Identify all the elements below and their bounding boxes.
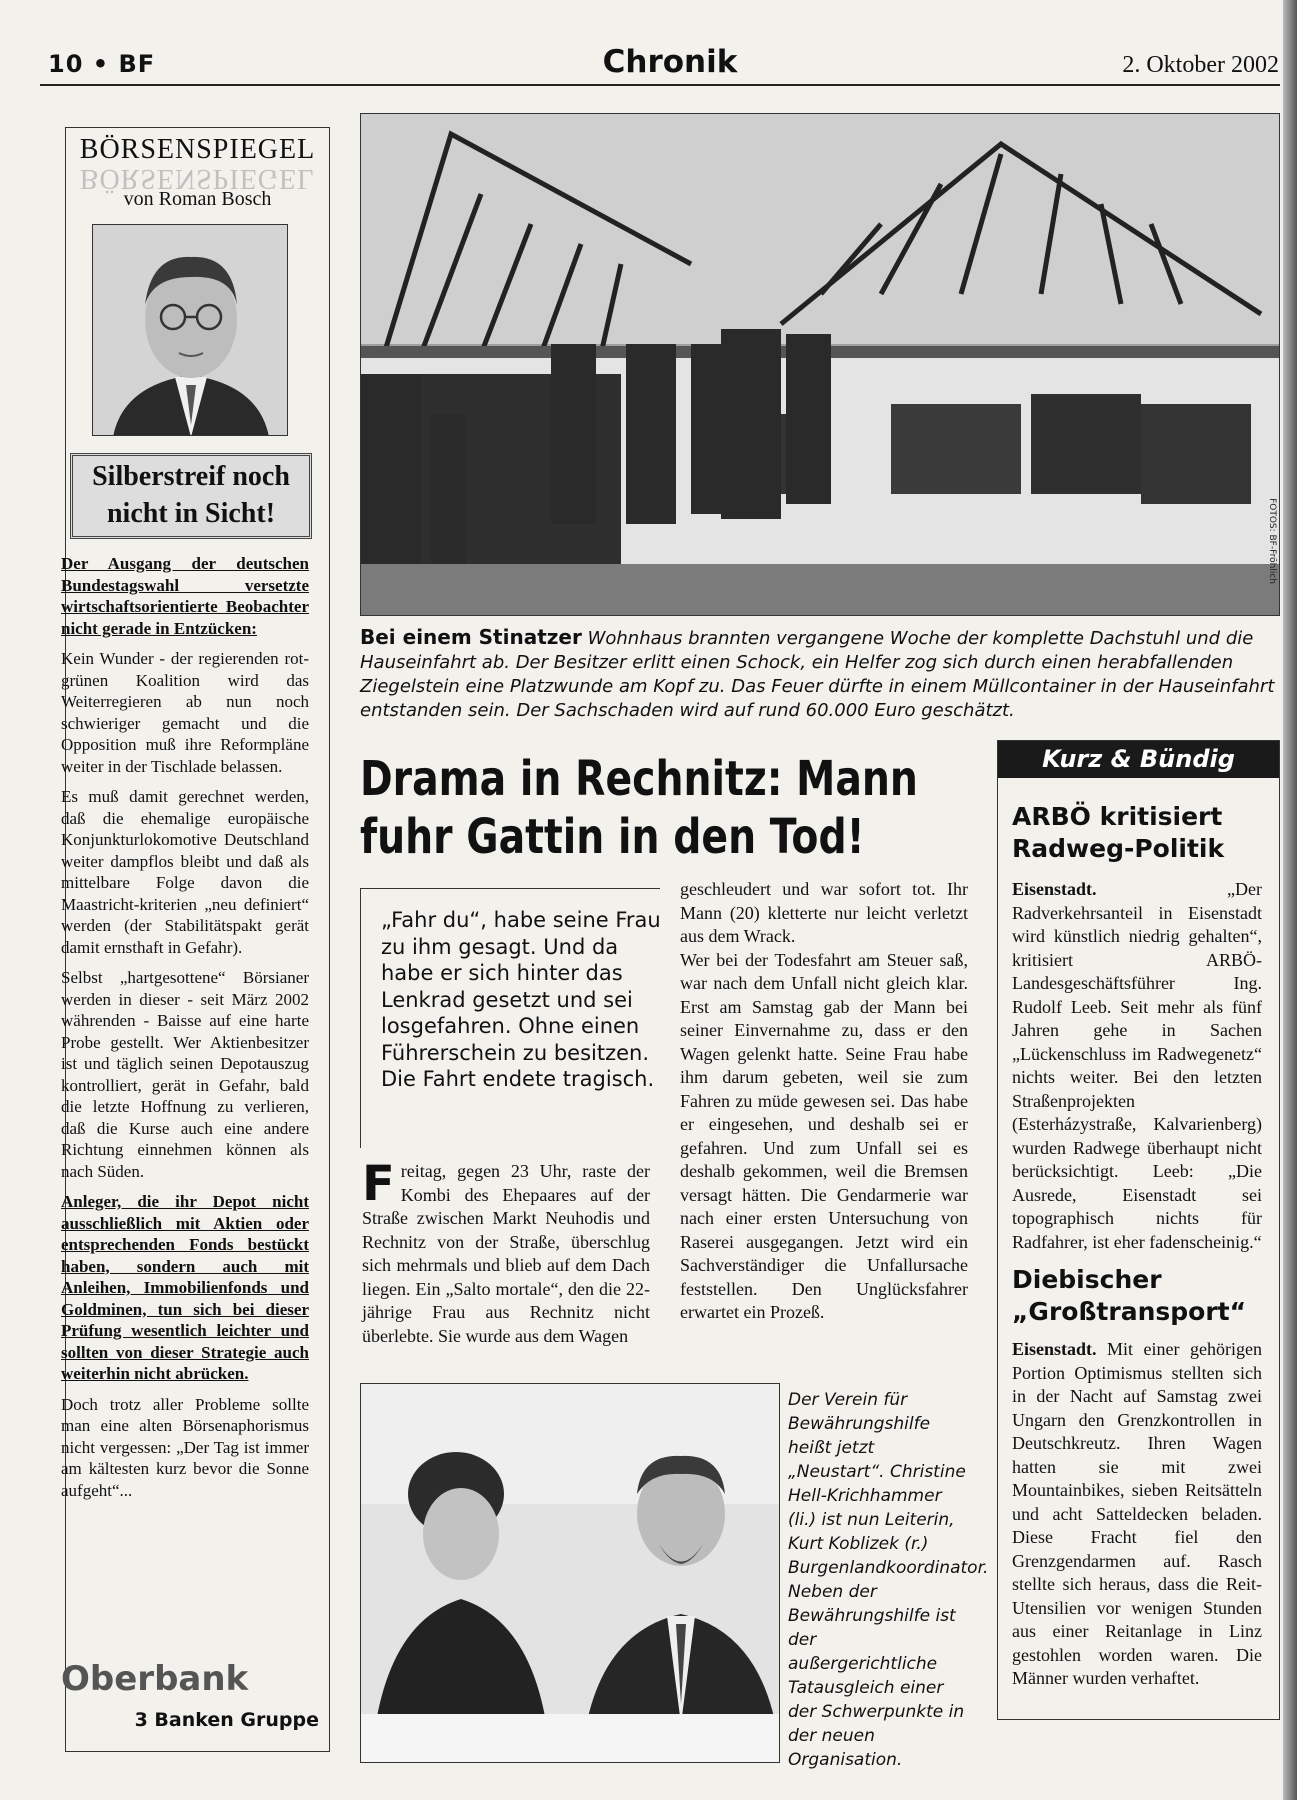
fire-house-photo [360, 113, 1280, 616]
grosstransport-body: Mit einer gehörigen Portion Optimismus stellten sich in der Nacht auf Samstag zwei Ungarn den Grenzkontrollen in Deutschkreutz. Ihren Wagen hatten sie mit zwei Mountainbikes, sieben Reitsätteln und acht Satteldecken beladen. Diese Fracht fiel den Grenzgendarmen auf. Rasch stellte sich heraus, dass die Reit-Utensilien vor wenigen Stunden aus einer Reitanlage in Linz gestohlen worden waren. Die Männer wurden verhaftet. [1012, 1339, 1262, 1688]
grosstransport-dateline: Eisenstadt. [1012, 1339, 1097, 1359]
pullquote-box [360, 888, 660, 1148]
arboe-headline-line-2: Radweg-Politik [1012, 834, 1225, 863]
neustart-illustration [361, 1384, 780, 1763]
grosstransport-headline [1012, 1264, 1246, 1328]
neustart-photo [360, 1383, 780, 1763]
section-title: Chronik [602, 44, 738, 80]
boersenspiegel-paragraph: Doch trotz aller Probleme sollte man eine alten Börsenaphorismus nicht vergessen: „Der Tag ist immer am kältesten kurz bevor die Sonne aufgeht“... [61, 1394, 309, 1500]
page-number: 10 • BF [48, 50, 156, 78]
article-column-2 [680, 878, 968, 1325]
burned-house-illustration [361, 114, 1280, 616]
neustart-caption: Der Verein für Bewährungshilfe heißt jetzt „Neustart“. Christine Hell-Krichhammer (li.) ist nun Leiterin, Kurt Koblizek (r.) Burgenlandkoordinator. Neben der Bewährungshilfe ist der außergerichtliche Tatausgleich einer der Schwerpunkte in der neuen Organisation. [788, 1390, 989, 1770]
arboe-dateline: Eisenstadt. [1012, 879, 1097, 899]
caption-lead: Bei einem Stinatzer [360, 625, 582, 649]
boersenspiegel-paragraph: Selbst „hartgesottene“ Börsianer werden in dieser - seit März 2002 währenden - Baisse auf eine harte Probe gestellt. Wer Aktienbesitzer ist und täglich seinen Depotauszug kontrolliert, gerät in Gefahr, bald die letzte Hoffnung zu verlieren, daß die Kurse auch eine andere Richtung einnehmen können als nach Süden. [61, 968, 309, 1181]
sponsor-logo: Oberbank [61, 1659, 249, 1699]
boersenspiegel-byline: von Roman Bosch [123, 188, 272, 210]
issue-date: 2. Oktober 2002 [1122, 52, 1279, 78]
article-column-1 [362, 1156, 650, 1348]
author-portrait [92, 224, 288, 436]
pullquote-text: „Fahr du“, habe seine Frau zu ihm gesagt. Und da habe er sich hinter das Lenkrad gesetzt und sei losgefahren. Ohne einen Führerschein zu besitzen. Die Fahrt endete tragisch. [381, 908, 661, 1091]
kurz-buendig-banner: Kurz & Bündig [998, 741, 1279, 778]
boersenspiegel-body [61, 553, 309, 1510]
arboe-headline [1012, 801, 1224, 865]
main-headline [360, 750, 918, 866]
article-col1-text: reitag, gegen 23 Uhr, raste der Kombi des Ehepaares auf der Straße zwischen Markt Neuhodis und Rechnitz von der Straße, überschlug sich mehrmals und blieb auf dem Dach liegen. Ein „Salto mortale“, den die 22-jährige Frau aus Rechnitz nicht überlebte. Sie wurde aus dem Wagen [362, 1161, 650, 1346]
dropcap: F [362, 1156, 395, 1212]
fire-photo-caption [360, 625, 1280, 723]
photo-credit: FOTOS: BF-Fröhlich [1267, 498, 1277, 584]
arboe-text [1012, 878, 1262, 1254]
portrait-illustration [93, 225, 288, 436]
boersenspiegel-lead: Der Ausgang der deutschen Bundestagswahl versetzte wirtschaftsorientierte Beobachter nicht gerade in Entzücken: [61, 554, 309, 638]
page-edge [1283, 0, 1297, 1800]
article-col2-para-2: Wer bei der Todesfahrt am Steuer saß, war nach dem Unfall nicht gleich klar. Erst am Samstag gab der Mann bei seiner Einvernahme zu, dass er den Wagen gelenkt hatte. Seine Frau habe ihm darum gebeten, weil sie zum Fahren zu müde gewesen sei. Das habe er eingesehen, und deshalb sei er gefahren. Und zum Unfall sei es deshalb gekommen, weil die Bremsen versagt hätten. Die Gendarmerie war nach einer ersten Untersuchung von Raserei ausgegangen. Jetzt wird ein Sachverständiger die Unfallursache feststellen. Den Unglücksfahrer erwartet ein Prozeß. [680, 949, 968, 1322]
article-col2-para-1: geschleudert und war sofort tot. Ihr Mann (20) kletterte nur leicht verletzt aus dem Wrack. [680, 879, 968, 946]
arboe-body: „Der Radverkehrsanteil in Eisenstadt wird künstlich niedrig gehalten“, kritisiert ARBÖ-Landesgeschäftsführer Ing. Rudolf Leeb. Seit mehr als fünf Jahren gehe in Sachen „Lückenschluss im Radwegenetz“ nichts weiter. Bei den letzten Straßenprojekten (Esterházystraße, Kalvarienberg) wurden Radwege überhaupt nicht berücksichtigt. Leeb: „Die Ausrede, Eisenstadt sei topographisch nichts für Radfahrer, ist eher fadenscheinig.“ [1012, 879, 1262, 1252]
boersenspiegel-headline [70, 453, 312, 539]
boersenspiegel-paragraph: Es muß damit gerechnet werden, daß die ehemalige europäische Konjunkturlokomotive Deutschland weiter dampflos bleibt und daß als mittelbare Folge davon die Maastricht-kriterien „neu definiert“ werden (der Stabilitätspakt gerät damit ernsthaft in Gefahr). [61, 787, 309, 957]
arboe-headline-line-1: ARBÖ kritisiert [1012, 802, 1223, 831]
boersenspiegel-title: BÖRSENSPIEGEL [79, 134, 316, 165]
sponsor-tagline: 3 Banken Gruppe [134, 1709, 319, 1731]
grosstransport-text [1012, 1338, 1262, 1691]
grosstransport-headline-line-2: „Großtransport“ [1012, 1297, 1247, 1326]
kurz-buendig-column [997, 740, 1280, 1720]
headline-line-2: nicht in Sicht! [106, 498, 276, 529]
headline-line-1: Silberstreif noch [92, 461, 290, 492]
main-headline-line-2: fuhr Gattin in den Tod! [360, 809, 865, 865]
boersenspiegel-column [61, 127, 330, 1752]
caption-text: Wohnhaus brannten vergangene Woche der komplette Dachstuhl und die Hauseinfahrt ab. Der Besitzer erlitt einen Schock, ein Helfer zog sich durch einen herabfallenden Ziegelstein eine Platzwunde am Kopf zu. Das Feuer dürfte in einem Müllcontainer in der Hauseinfahrt entstanden sein. Der Sachschaden wird auf rund 60.000 Euro geschätzt. [360, 628, 1275, 721]
main-headline-line-1: Drama in Rechnitz: Mann [360, 751, 918, 807]
boersenspiegel-title-mirror: BÖRSENSPIEGEL [79, 163, 316, 194]
boersenspiegel-highlight: Anleger, die ihr Depot nicht ausschließlich mit Aktien oder entsprechenden Fonds bestückt haben, sondern auch mit Anleihen, Immobilienfonds und Goldminen, tun sich bei dieser Prüfung wesentlich leichter und sollten von dieser Strategie auch weiterhin nicht abrücken. [61, 1192, 309, 1383]
header-rule [40, 84, 1280, 86]
grosstransport-headline-line-1: Diebischer [1012, 1265, 1162, 1294]
boersenspiegel-paragraph: Kein Wunder - der regierenden rot-grünen Koalition wird das Weiterregieren ab nun noch schwieriger gemacht und die Opposition muß ihre Reformpläne weiter in der Tischlade belassen. [61, 649, 309, 776]
